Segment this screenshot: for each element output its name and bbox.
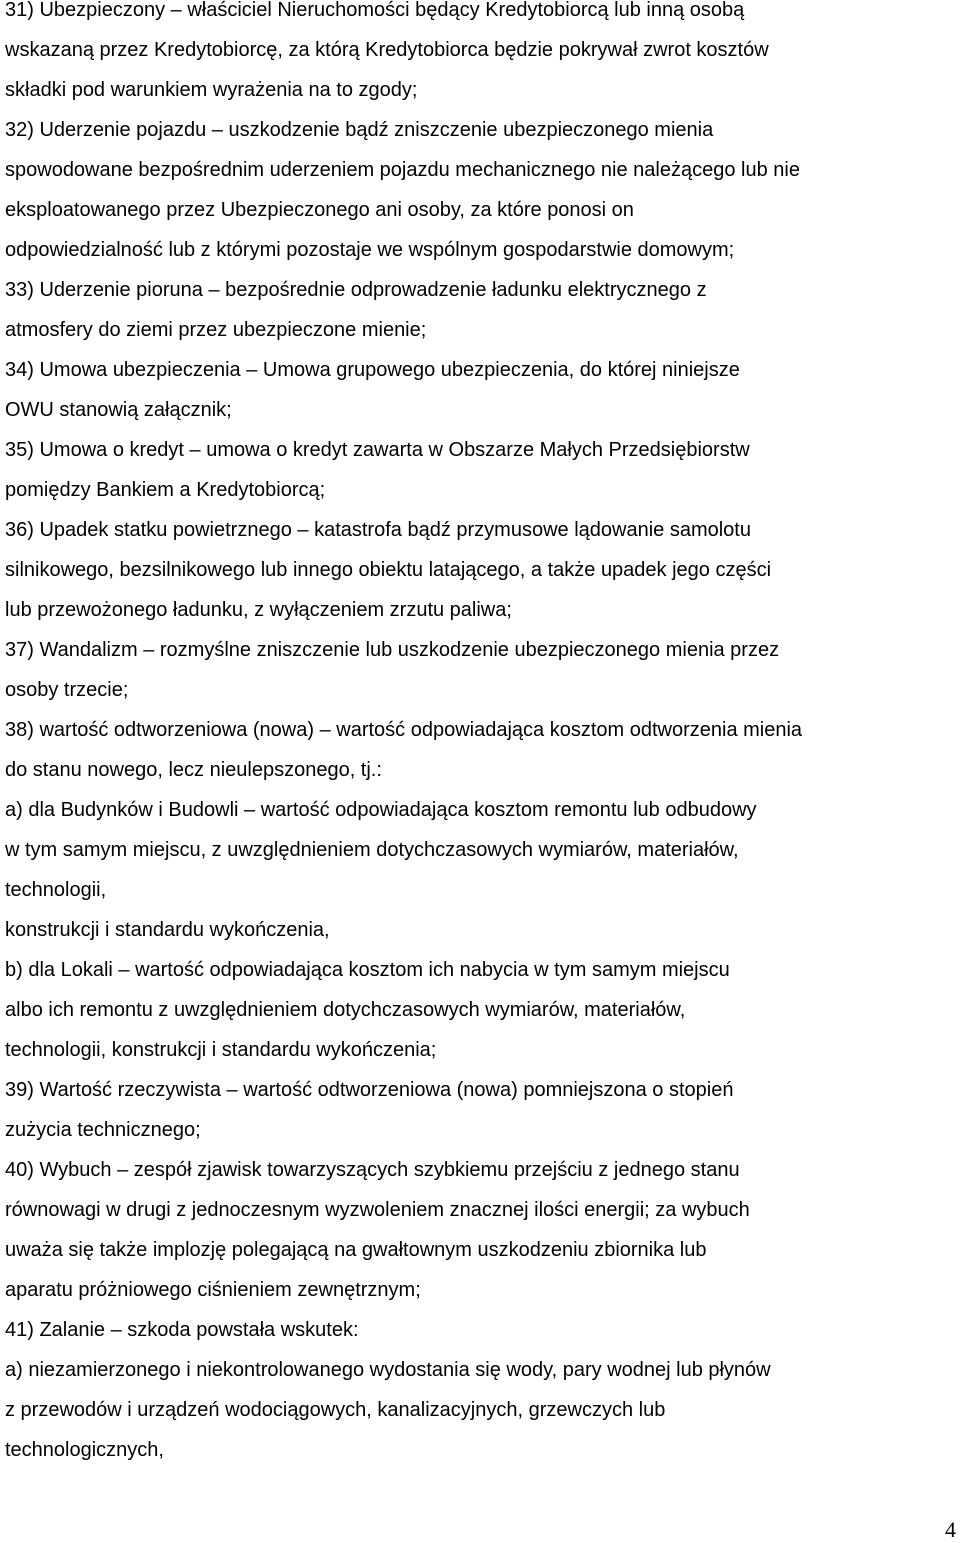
text-line: konstrukcji i standardu wykończenia, bbox=[5, 919, 330, 941]
text-line: b) dla Lokali – wartość odpowiadająca kosztom ich nabycia w tym samym miejscu bbox=[5, 959, 730, 981]
text-line: uważa się także implozję polegającą na gwałtownym uszkodzeniu zbiornika lub bbox=[5, 1239, 707, 1261]
text-line: z przewodów i urządzeń wodociągowych, kanalizacyjnych, grzewczych lub bbox=[5, 1399, 666, 1421]
text-line: 39) Wartość rzeczywista – wartość odtworzeniowa (nowa) pomniejszona o stopień bbox=[5, 1079, 734, 1101]
text-line: odpowiedzialność lub z którymi pozostaje we wspólnym gospodarstwie domowym; bbox=[5, 239, 735, 261]
text-line: 35) Umowa o kredyt – umowa o kredyt zawarta w Obszarze Małych Przedsiębiorstw bbox=[5, 439, 750, 461]
text-line: atmosfery do ziemi przez ubezpieczone mienie; bbox=[5, 319, 427, 341]
text-line: w tym samym miejscu, z uwzględnieniem dotychczasowych wymiarów, materiałów, bbox=[5, 839, 739, 861]
text-line: albo ich remontu z uwzględnieniem dotychczasowych wymiarów, materiałów, bbox=[5, 999, 686, 1021]
text-line: aparatu próżniowego ciśnieniem zewnętrznym; bbox=[5, 1279, 421, 1301]
text-line: OWU stanowią załącznik; bbox=[5, 399, 232, 421]
text-line: spowodowane bezpośrednim uderzeniem pojazdu mechanicznego nie należącego lub nie bbox=[5, 159, 800, 181]
text-line: a) niezamierzonego i niekontrolowanego wydostania się wody, pary wodnej lub płynów bbox=[5, 1359, 771, 1381]
text-line: 41) Zalanie – szkoda powstała wskutek: bbox=[5, 1319, 359, 1341]
text-line: równowagi w drugi z jednoczesnym wyzwoleniem znacznej ilości energii; za wybuch bbox=[5, 1199, 750, 1221]
text-line: zużycia technicznego; bbox=[5, 1119, 201, 1141]
text-line: 36) Upadek statku powietrznego – katastrofa bądź przymusowe lądowanie samolotu bbox=[5, 519, 751, 541]
text-line: 40) Wybuch – zespół zjawisk towarzyszących szybkiemu przejściu z jednego stanu bbox=[5, 1159, 740, 1181]
text-line: 31) Ubezpieczony – właściciel Nieruchomości będący Kredytobiorcą lub inną osobą bbox=[5, 0, 745, 21]
text-line: do stanu nowego, lecz nieulepszonego, tj.: bbox=[5, 759, 382, 781]
text-line: 33) Uderzenie pioruna – bezpośrednie odprowadzenie ładunku elektrycznego z bbox=[5, 279, 707, 301]
text-line: lub przewożonego ładunku, z wyłączeniem zrzutu paliwa; bbox=[5, 599, 512, 621]
text-line: 37) Wandalizm – rozmyślne zniszczenie lub uszkodzenie ubezpieczonego mienia przez bbox=[5, 639, 780, 661]
page-number: 4 bbox=[945, 1517, 956, 1542]
text-line: wskazaną przez Kredytobiorcę, za którą Kredytobiorca będzie pokrywał zwrot kosztów bbox=[5, 39, 769, 61]
text-line: składki pod warunkiem wyrażenia na to zgody; bbox=[5, 79, 418, 101]
text-line: silnikowego, bezsilnikowego lub innego obiektu latającego, a także upadek jego części bbox=[5, 559, 772, 581]
text-line: technologii, bbox=[5, 879, 107, 901]
text-line: 34) Umowa ubezpieczenia – Umowa grupowego ubezpieczenia, do której niniejsze bbox=[5, 359, 740, 381]
text-line: 32) Uderzenie pojazdu – uszkodzenie bądź zniszczenie ubezpieczonego mienia bbox=[5, 119, 714, 141]
text-line: 38) wartość odtworzeniowa (nowa) – wartość odpowiadająca kosztom odtworzenia mienia bbox=[5, 719, 803, 741]
text-line: pomiędzy Bankiem a Kredytobiorcą; bbox=[5, 479, 326, 501]
text-line: technologicznych, bbox=[5, 1439, 164, 1461]
text-line: a) dla Budynków i Budowli – wartość odpowiadająca kosztom remontu lub odbudowy bbox=[5, 799, 757, 821]
text-line: osoby trzecie; bbox=[5, 679, 129, 701]
text-line: technologii, konstrukcji i standardu wykończenia; bbox=[5, 1039, 437, 1061]
text-line: eksploatowanego przez Ubezpieczonego ani osoby, za które ponosi on bbox=[5, 199, 634, 221]
